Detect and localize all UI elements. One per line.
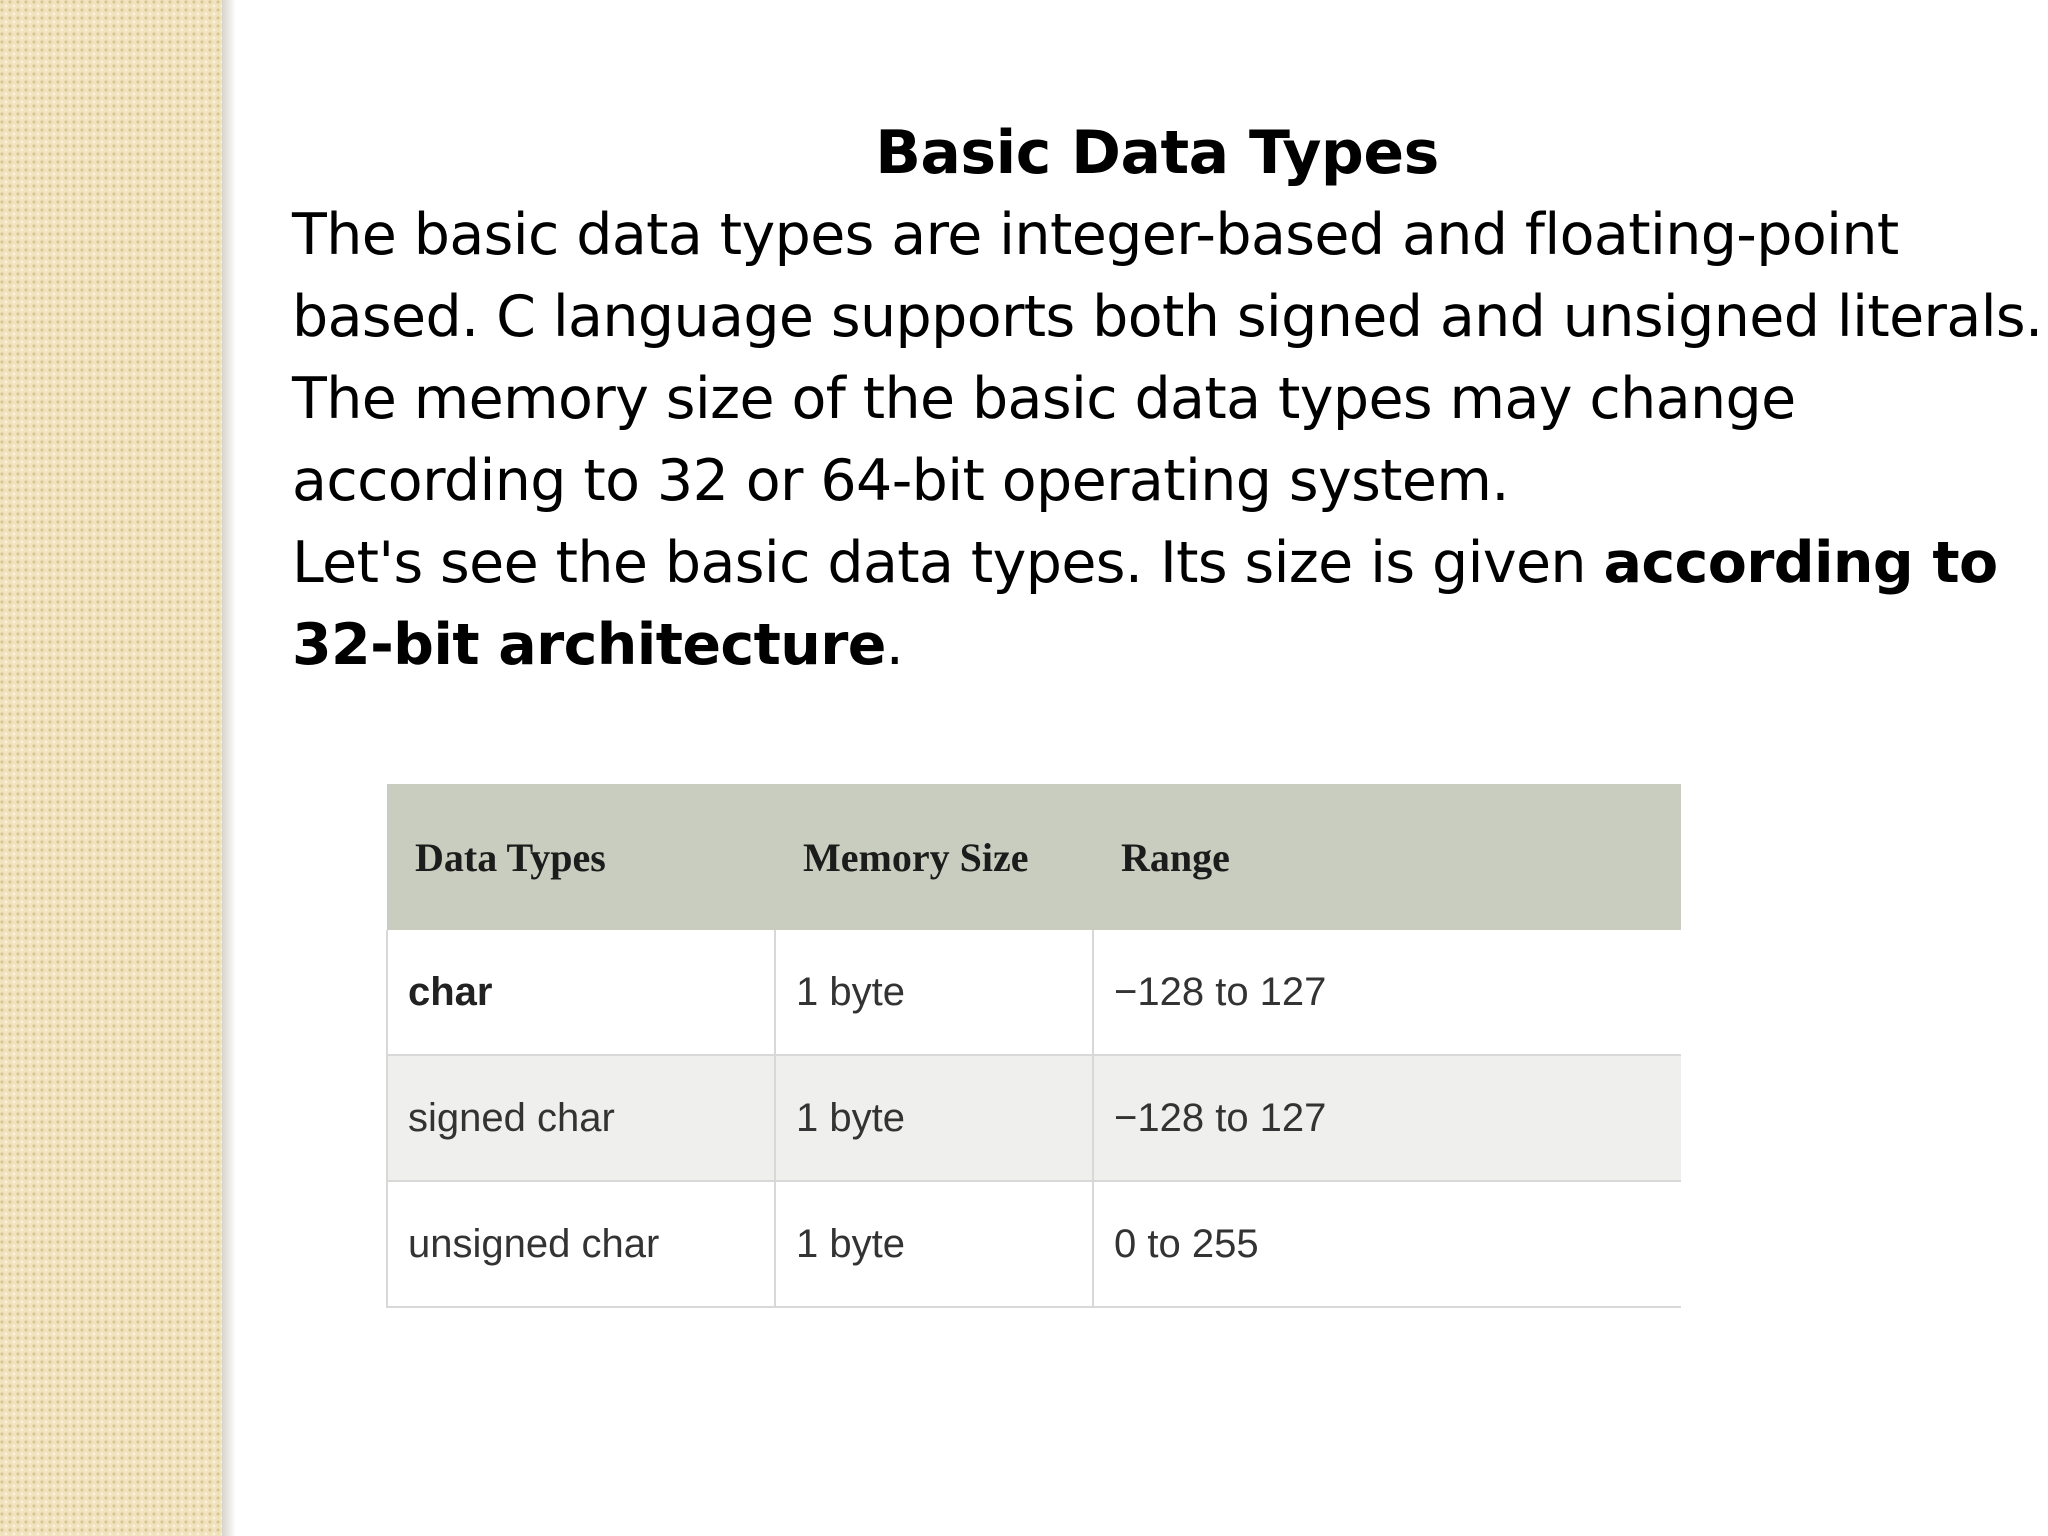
body-line-5-text: Let's see the basic data types. Its size is given (292, 530, 1604, 596)
table (386, 784, 1681, 1308)
body-line-4: according to 32 or 64-bit operating system. (292, 448, 1509, 514)
cell-type: signed char (387, 1055, 775, 1181)
cell-type: unsigned char (387, 1181, 775, 1307)
cell-size: 1 byte (775, 930, 1093, 1055)
body-line-2: based. C language supports both signed and unsigned literals. (292, 284, 2043, 350)
body-line-3: The memory size of the basic data types may change (292, 366, 1796, 432)
slide-title: Basic Data Types (875, 118, 1439, 188)
cell-range: −128 to 127 (1093, 930, 1681, 1055)
table-row (387, 1055, 1681, 1181)
header-memory-size: Memory Size (775, 784, 1093, 930)
slide-content (292, 112, 2043, 686)
cell-type: char (387, 930, 775, 1055)
table-header-row (387, 784, 1681, 930)
side-band-shadow (222, 0, 236, 1536)
data-types-table (386, 784, 1680, 1308)
body-line-6-text: . (885, 612, 904, 678)
body-line-1: The basic data types are integer-based and floating-point (292, 202, 1899, 268)
decorative-side-band (0, 0, 222, 1536)
table-row (387, 930, 1681, 1055)
cell-size: 1 byte (775, 1055, 1093, 1181)
header-data-types: Data Types (387, 784, 775, 930)
cell-size: 1 byte (775, 1181, 1093, 1307)
body-line-5-bold: according to (1603, 530, 1998, 596)
header-range: Range (1093, 784, 1681, 930)
cell-range: −128 to 127 (1093, 1055, 1681, 1181)
body-line-5 (292, 522, 2012, 604)
table-row (387, 1181, 1681, 1307)
body-line-6 (292, 604, 2012, 686)
cell-range: 0 to 255 (1093, 1181, 1681, 1307)
body-line-6-bold: 32-bit architecture (292, 612, 886, 678)
